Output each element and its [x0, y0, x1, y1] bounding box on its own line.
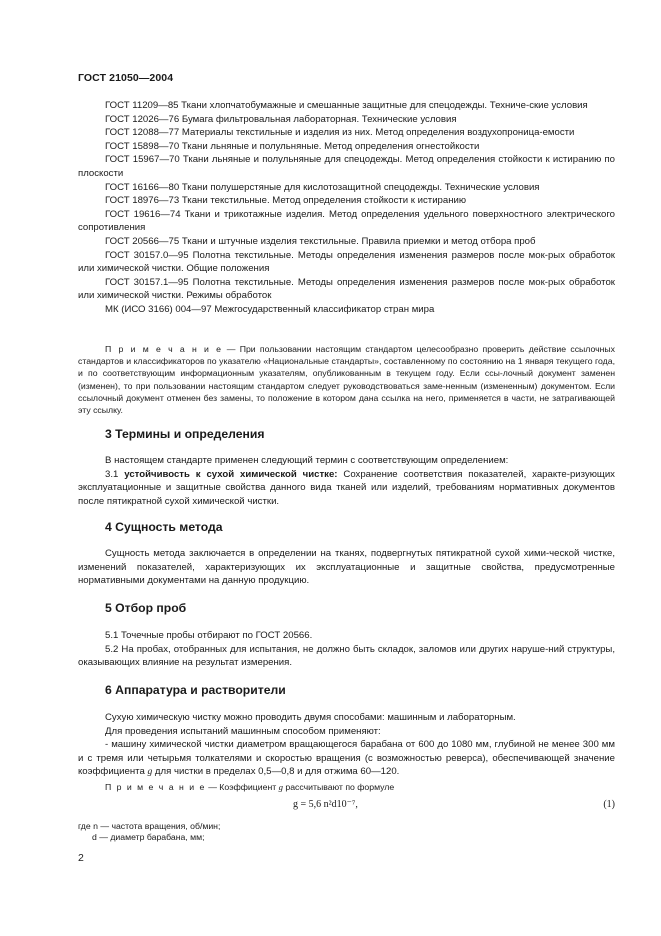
formula-number: (1): [603, 799, 615, 810]
reference-item: ГОСТ 30157.1—95 Полотна текстильные. Методы определения изменения размеров после мок-рых обработок или химической чистки. Режимы обработок: [78, 276, 615, 302]
page-number: 2: [78, 852, 84, 864]
term: устойчивость к сухой химической чистке:: [124, 468, 338, 480]
note-label: П р и м е ч а н и е: [105, 344, 223, 354]
section-6: [78, 683, 615, 793]
reference-item: ГОСТ 16166—80 Ткани полушерстяные для кислотозащитной спецодежды. Технические условия: [105, 181, 540, 193]
reference-item: ГОСТ 15967—70 Ткани льняные и полульняные для спецодежды. Метод определения стойкости к истиранию по плоскости: [78, 154, 615, 179]
reference-item: МК (ИСО 3166) 004—97 Межгосударственный классификатор стран мира: [105, 303, 435, 315]
section-4-text: Сущность метода заключается в определении на тканях, подвергнутых пятикратной сухой хими-ческой чистке, изменений показателей, характеризующих их эксплуатационные и защитные свойства, предусмотренные нормативными документами на данную продукцию.: [78, 548, 615, 587]
section-3-intro: В настоящем стандарте применен следующий термин с соответствующим определением:: [105, 455, 509, 466]
section-6-p3: - машину химической чистки диаметром вращающегося барабана от 600 до 1080 мм, глубиной не менее 300 мм и с тремя или четырьмя толкателями и скоростью вращения (с возможностью реверса), обеспечивающей значение коэффициента g для чистки в пределах 0,5—0,8 и для отжима 60—120.: [78, 739, 615, 778]
document-header: ГОСТ 21050—2004: [78, 72, 174, 84]
note-text: — При пользовании настоящим стандартом целесообразно проверить действие ссылочных стандартов и классификаторов по указателю «Национальные стандарты», составленному по состоянию на 1 января текущего года, и по соответствующим информационным указателям, опубликованным в текущем году. Если ссы-лочный документ заменен (изменен), то при пользовании настоящим стандартом следует руководствоваться заме-ненным (измененным) документом. Если ссылочный документ отменен без замены, то положение в котором дана ссылка на него, применяется в части, не затрагивающей эту ссылку.: [78, 344, 615, 416]
formula-legend: [78, 821, 615, 843]
references-note: [78, 343, 615, 416]
section-4: [78, 520, 615, 588]
section-5-title: 5 Отбор проб: [105, 601, 187, 615]
normative-references-list: [78, 99, 615, 317]
section-5-p1: 5.1 Точечные пробы отбирают по ГОСТ 20566.: [105, 630, 313, 641]
section-4-title: 4 Сущность метода: [105, 520, 223, 534]
reference-item: ГОСТ 19616—74 Ткани и трикотажные изделия. Метод определения удельного поверхностного электрического сопротивления: [78, 208, 615, 234]
section-6-p1: Сухую химическую чистку можно проводить двумя способами: машинным и лабораторным.: [105, 712, 516, 723]
reference-item: ГОСТ 20566—75 Ткани и штучные изделия текстильные. Правила приемки и метод отбора проб: [105, 235, 536, 247]
formula-1: [78, 799, 615, 813]
formula-expression: g = 5,6 n²d10⁻⁷,: [293, 799, 358, 810]
section-5-p2: 5.2 На пробах, отобранных для испытания, не должно быть складок, заломов или других наруше-ний структуры, оказывающих влияние на результат измерения.: [78, 643, 615, 669]
section-6-p2: Для проведения испытаний машинным способом применяют:: [105, 725, 381, 737]
formula-note: П р и м е ч а н и е — Коэффициент g рассчитывают по формуле: [105, 781, 395, 792]
section-3-title: 3 Термины и определения: [105, 427, 265, 441]
reference-item: ГОСТ 12088—77 Материалы текстильные и изделия из них. Метод определения воздухопроница-емости: [105, 127, 575, 139]
legend-n: где n — частота вращения, об/мин;: [78, 821, 221, 831]
legend-d: d — диаметр барабана, мм;: [92, 832, 205, 842]
reference-item: ГОСТ 15898—70 Ткани льняные и полульняные. Метод определения огнестойкости: [105, 140, 480, 152]
section-3: [78, 427, 615, 508]
reference-item: ГОСТ 30157.0—95 Полотна текстильные. Методы определения изменения размеров после мок-рых обработок или химической чистки. Общие положения: [78, 249, 615, 275]
reference-item: ГОСТ 12026—76 Бумага фильтровальная лабораторная. Технические условия: [105, 113, 457, 125]
section-5: [78, 601, 615, 670]
reference-item: ГОСТ 18976—73 Ткани текстильные. Метод определения стойкости к истиранию: [105, 195, 467, 207]
section-6-title: 6 Аппаратура и растворители: [105, 683, 286, 697]
reference-item: ГОСТ 11209—85 Ткани хлопчатобумажные и смешанные защитные для спецодежды. Техниче-ские условия: [105, 100, 588, 111]
term-definition: 3.1 устойчивость к сухой химической чистке: Сохранение соответствия показателей, характе-ризующих эксплуатационные и защитные свойства данного вида тканей или изделий, требованиям нормативных документов после пятикратной сухой химической чистки.: [78, 468, 615, 507]
